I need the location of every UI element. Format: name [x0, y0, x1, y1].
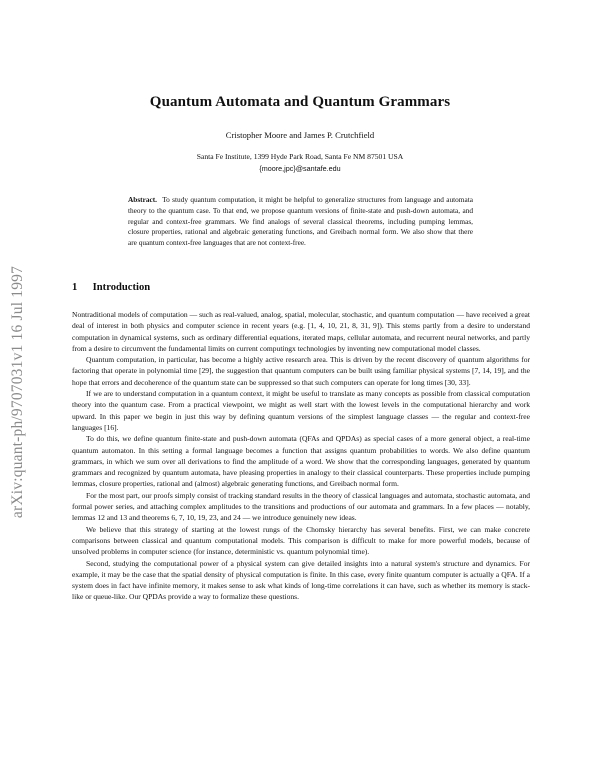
paragraph: Nontraditional models of computation — such as real-valued, analog, spatial, molecular, stochastic, and quantum computation — have received a great deal of interest in both physics and computer science in recent years (e.g. [1, 4, 10, 21, 8, 31, 9]). This stems partly from a desire to understand computation in dynamical systems, such as ordinary differential equations, iterated maps, cellular automata, and recurrent neural networks, and partly from a desire to circumvent the fundamental limits on current computingx technologies by inventing new computational model classes. — [72, 310, 530, 353]
abstract — [128, 195, 473, 249]
paper-title: Quantum Automata and Quantum Grammars — [149, 94, 451, 110]
section-heading — [72, 282, 150, 293]
section-number: 1 — [72, 282, 78, 293]
abstract-label: Abstract. — [128, 195, 157, 204]
paragraph: If we are to understand computation in a quantum context, it might be useful to translate as many concepts as possible from classical computation theory into the quantum case. From a practical viewpoint, we might as well start with the lowest levels in the computational hierarchy and work upward. In this paper we begin in just this way by defining quantum versions of the simplest language classes — the regular and context-free languages [16]. — [72, 389, 530, 432]
paragraph: For the most part, our proofs simply consist of tracking standard results in the theory of classical languages and automata, stochastic automata, and formal power series, and attaching complex amplitudes to the transitions and productions of our automata and grammars. In a few places — notably, lemmas 12 and 13 and theorems 6, 7, 10, 19, 23, and 24 — we introduce genuinely new ideas. — [72, 490, 530, 523]
arxiv-id: arXiv:quant-ph/9707031v1 16 Jul 1997 — [9, 265, 26, 519]
author-affiliation: Santa Fe Institute, 1399 Hyde Park Road, Santa Fe NM 87501 USA — [196, 152, 404, 161]
section-body — [72, 309, 530, 603]
paragraph: To do this, we define quantum finite-state and push-down automata (QFAs and QPDAs) as special cases of a more general object, a real-time quantum automaton. In this setting a formal language becomes a function that assigns quantum probabilities to words. We also define quantum grammars, in which we sum over all derivations to find the amplitude of a word. We show that the corresponding languages, generated by quantum grammars and recognized by quantum automata, have pleasing properties in analogy to their classical counterparts. These properties include pumping lemmas, closure properties, rational and (almost) algebraic generating functions, and Greibach normal form. — [72, 434, 530, 489]
paragraph: Quantum computation, in particular, has become a highly active research area. This is driven by the recent discovery of quantum algorithms for factoring that operate in polynomial time [29], the suggestion that quantum computers can be built using familiar physical systems [7, 14, 19], and the hope that errors and decoherence of the quantum state can be suppressed so that such computers can operate for long times [30, 33]. — [72, 355, 530, 387]
abstract-text: To study quantum computation, it might be helpful to generalize structures from language and automata theory to the quantum case. To that end, we propose quantum versions of finite-state and push-down automata, and regular and context-free grammars. We find analogs of several classical theorems, including pumping lemmas, closure properties, rational and algebraic generating functions, and Greibach normal form. We also show that there are quantum context-free languages that are not context-free. — [128, 195, 473, 248]
paragraph: Second, studying the computational power of a physical system can give detailed insights into a natural system's structure and dynamics. For example, it may be the case that the spatial density of physical computation is finite. In this case, every finite quantum computer is actually a QFA. If a system does in fact have infinite memory, it makes sense to ask what kinds of long-time correlations it can have, such as whether its memory is stack-like or queue-like. Our QPDAs provide a way to formalize these questions. — [72, 558, 530, 602]
paragraph: We believe that this strategy of starting at the lowest rungs of the Chomsky hierarchy has several benefits. First, we can make concrete comparisons between classical and quantum computational models. This comparison is difficult to make for more powerful models, because of unsolved problems in computer science (for instance, deterministic vs. quantum polynomial time). — [72, 524, 530, 557]
author-email: {moore,jpc}@santafe.edu — [259, 164, 341, 173]
arxiv-sidebar-stamp — [8, 206, 28, 578]
paper-authors: Cristopher Moore and James P. Crutchfield — [225, 130, 375, 140]
section-title: Introduction — [92, 282, 151, 293]
